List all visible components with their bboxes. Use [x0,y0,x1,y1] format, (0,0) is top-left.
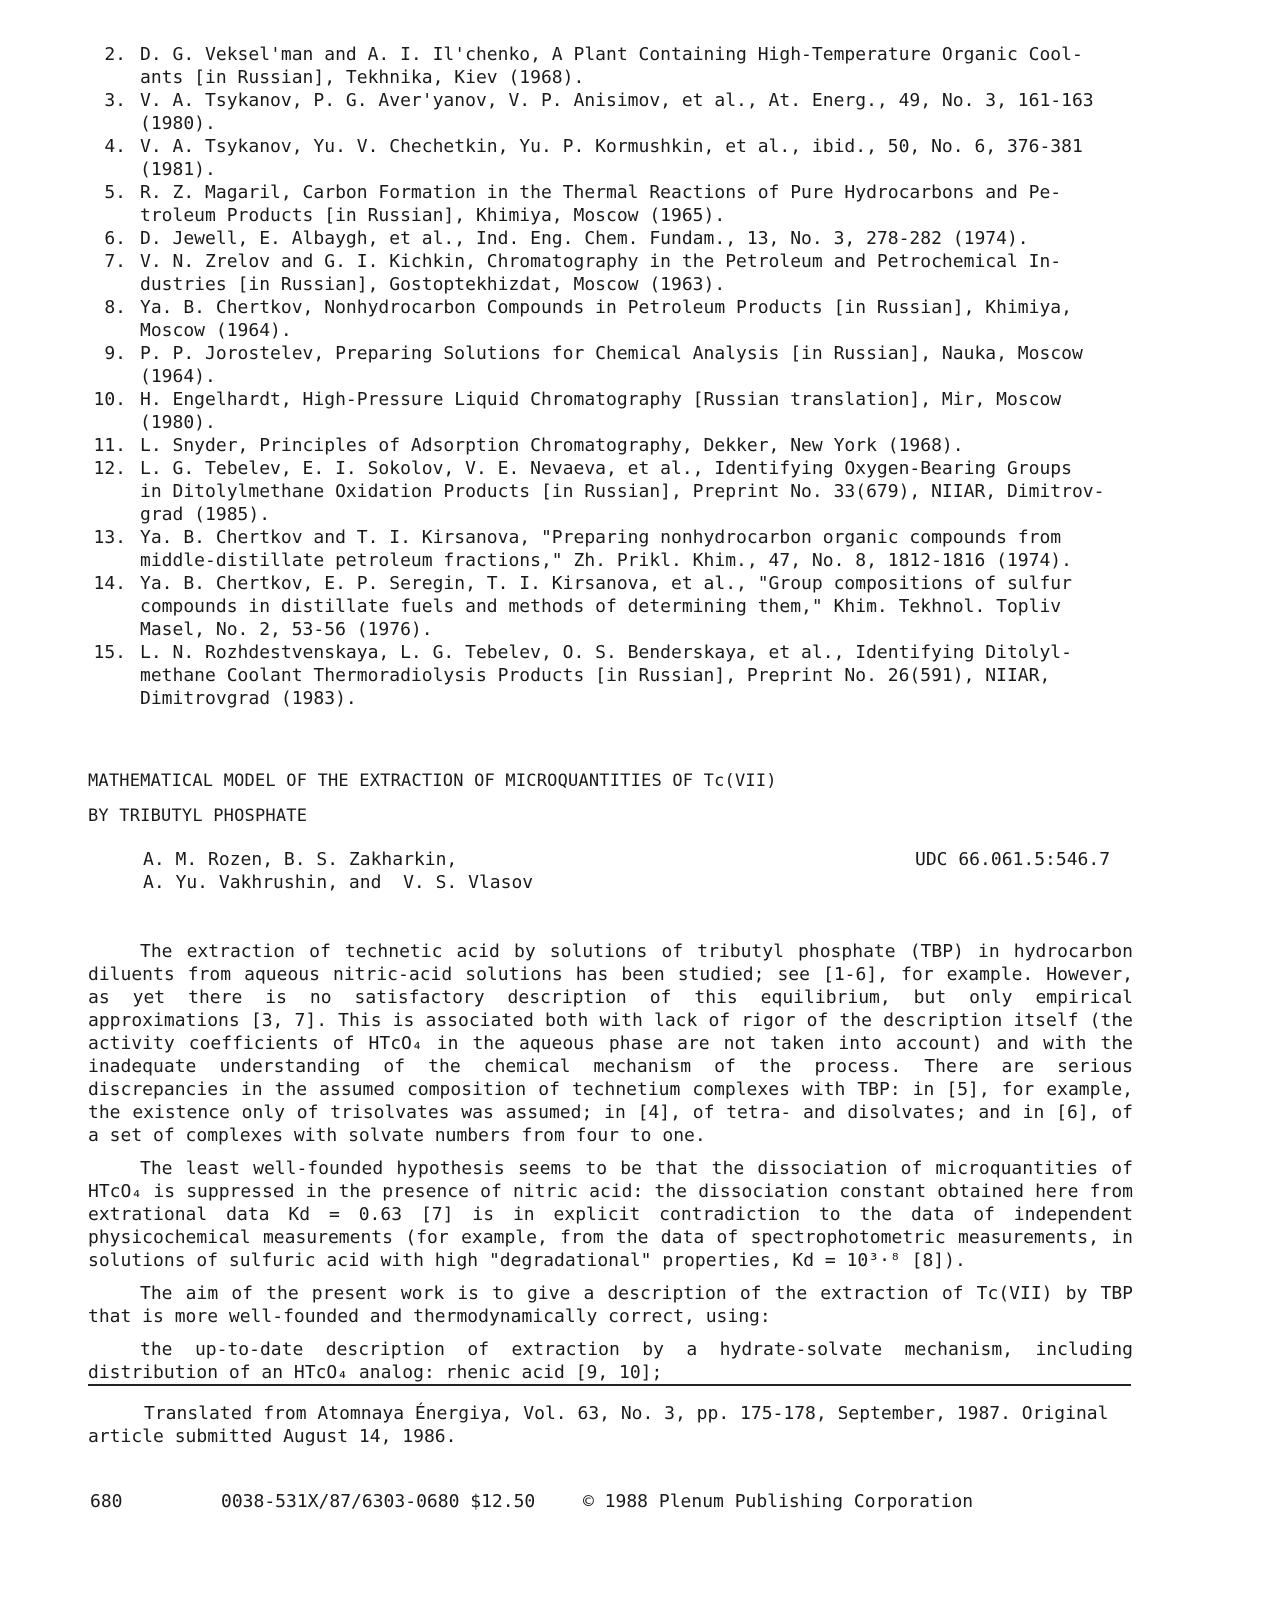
reference-item [84,89,1174,135]
authors-line-2: A. Yu. Vakhrushin, and V. S. Vlasov [143,872,534,893]
article-title-line-2: BY TRIBUTYL PHOSPHATE [88,806,308,826]
body-paragraph: The aim of the present work is to give a description of the extraction of Tc(VII) by TBP that is more well-founded and thermodynamically correct, using: [88,1283,1133,1327]
translation-footnote: Translated from Atomnaya Énergiya, Vol. 63, No. 3, pp. 175-178, September, 1987. Original article submitted August 14, 1986. [88,1403,1109,1447]
page-number: 680 [90,1491,123,1512]
reference-list [84,43,1174,710]
reference-text: Ya. B. Chertkov, E. P. Seregin, T. I. Kirsanova, et al., "Group compositions of sulfur compounds in distillate fuels and methods of determining them," Khim. Tekhnol. Topliv Masel, No. 2, 53-56 (1976). [140,573,1072,640]
reference-number: 2. [104,44,126,65]
reference-number: 11. [93,435,126,456]
reference-item [84,526,1174,572]
reference-text: V. A. Tsykanov, Yu. V. Chechetkin, Yu. P. Kormushkin, et al., ibid., 50, No. 6, 376-381 (1981). [140,136,1083,180]
reference-text: V. A. Tsykanov, P. G. Aver'yanov, V. P. Anisimov, et al., At. Energ., 49, No. 3, 161-163 (1980). [140,90,1094,134]
journal-code: 0038-531X/87/6303-0680 $12.50 [221,1491,536,1512]
reference-number: 9. [104,343,126,364]
reference-number: 13. [93,527,126,548]
reference-text: D. Jewell, E. Albaygh, et al., Ind. Eng. Chem. Fundam., 13, No. 3, 278-282 (1974). [140,228,1029,249]
reference-item [84,250,1174,296]
reference-number: 14. [93,573,126,594]
reference-text: H. Engelhardt, High-Pressure Liquid Chromatography [Russian translation], Mir, Moscow (1980). [140,389,1062,433]
reference-number: 6. [104,228,126,249]
reference-number: 12. [93,458,126,479]
reference-item [84,457,1174,526]
reference-text: P. P. Jorostelev, Preparing Solutions for Chemical Analysis [in Russian], Nauka, Moscow (1964). [140,343,1083,387]
reference-text: L. N. Rozhdestvenskaya, L. G. Tebelev, O. S. Benderskaya, et al., Identifying Ditolyl- methane Coolant Thermoradiolysis Products [in Russian], Preprint No. 26(591), NIIAR, Dimitrovgrad (1983). [140,642,1072,709]
reference-text: Ya. B. Chertkov, Nonhydrocarbon Compounds in Petroleum Products [in Russian], Khimiya, Moscow (1964). [140,297,1072,341]
body-paragraph: The extraction of technetic acid by solutions of tributyl phosphate (TBP) in hydrocarbon diluents from aqueous nitric-acid solutions has been studied; see [1-6], for example. However, as yet there is no satisfactory description of this equilibrium, but only empirical approximations [3, 7]. This is associated both with lack of rigor of the description itself (the activity coefficients of HTcO₄ in the aqueous phase are not taken into account) and with the inadequate understanding of the chemical mechanism of the process. There are serious discrepancies in the assumed composition of technetium complexes with TBP: in [5], for example, the existence only of trisolvates was assumed; in [4], of tetra- and disolvates; and in [6], of a set of complexes with solvate numbers from four to one. [88,941,1133,1146]
article-title-line-1: MATHEMATICAL MODEL OF THE EXTRACTION OF MICROQUANTITIES OF Tc(VII) [88,771,777,791]
udc-code: UDC 66.061.5:546.7 [915,849,1111,870]
article-body [88,940,1133,1394]
reference-number: 3. [104,90,126,111]
reference-number: 7. [104,251,126,272]
reference-number: 4. [104,136,126,157]
reference-item [84,572,1174,641]
authors-line-1: A. M. Rozen, B. S. Zakharkin, [143,849,458,870]
reference-number: 8. [104,297,126,318]
reference-item [84,135,1174,181]
reference-text: D. G. Veksel'man and A. I. Il'chenko, A Plant Containing High-Temperature Organic Cool- ants [in Russian], Tekhnika, Kiev (1968). [140,44,1083,88]
reference-item [84,181,1174,227]
reference-item [84,342,1174,388]
reference-item [84,296,1174,342]
reference-number: 5. [104,182,126,203]
reference-item [84,43,1174,89]
reference-item [84,641,1174,710]
footnote-divider [88,1384,1131,1386]
reference-text: R. Z. Magaril, Carbon Formation in the Thermal Reactions of Pure Hydrocarbons and Pe- troleum Products [in Russian], Khimiya, Moscow (1965). [140,182,1062,226]
reference-text: Ya. B. Chertkov and T. I. Kirsanova, "Preparing nonhydrocarbon organic compounds from middle-distillate petroleum fractions," Zh. Prikl. Khim., 47, No. 8, 1812-1816 (1974). [140,527,1072,571]
reference-item [84,388,1174,434]
reference-text: L. Snyder, Principles of Adsorption Chromatography, Dekker, New York (1968). [140,435,964,456]
author-list [143,848,533,894]
body-paragraph: the up-to-date description of extraction by a hydrate-solvate mechanism, including distribution of an HTcO₄ analog: rhenic acid [9, 10]; [88,1339,1133,1383]
copyright-notice: © 1988 Plenum Publishing Corporation [583,1491,974,1512]
reference-item [84,227,1174,250]
reference-number: 15. [93,642,126,663]
reference-number: 10. [93,389,126,410]
reference-text: V. N. Zrelov and G. I. Kichkin, Chromatography in the Petroleum and Petrochemical In- dustries [in Russian], Gostoptekhizdat, Moscow (1963). [140,251,1062,295]
reference-item [84,434,1174,457]
reference-text: L. G. Tebelev, E. I. Sokolov, V. E. Nevaeva, et al., Identifying Oxygen-Bearing Groups in Ditolylmethane Oxidation Products [in Russian], Preprint No. 33(679), NIIAR, Dimitrov- grad (1985). [140,458,1105,525]
body-paragraph: The least well-founded hypothesis seems to be that the dissociation of microquantities of HTcO₄ is suppressed in the presence of nitric acid: the dissociation constant obtained here from extrational data Kd = 0.63 [7] is in explicit contradiction to the data of independent physicochemical measurements (for example, from the data of spectrophotometric measurements, in solutions of sulfuric acid with high "degradational" properties, Kd = 10³·⁸ [8]). [88,1158,1133,1271]
